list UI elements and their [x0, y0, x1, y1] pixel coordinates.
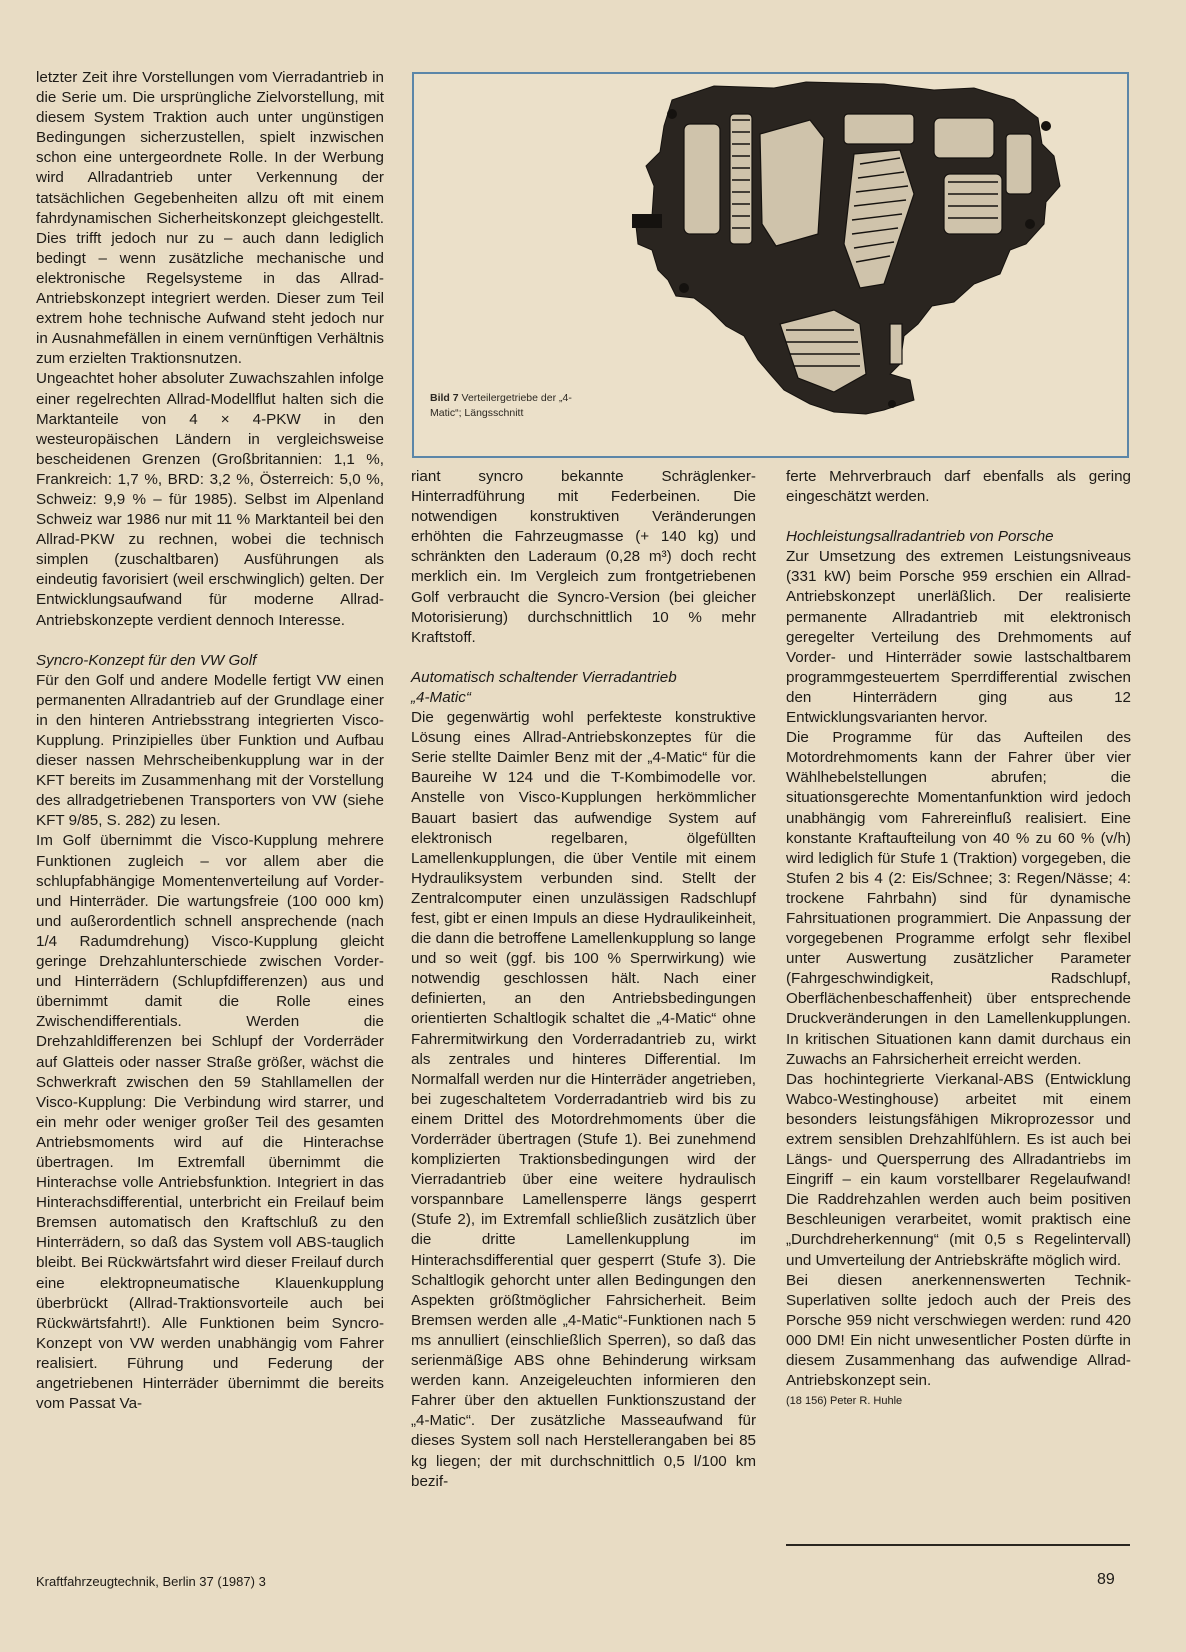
section-heading [411, 668, 756, 708]
text-column-3 [786, 467, 1131, 1411]
paragraph: Für den Golf und andere Modelle fertigt VW einen permanenten Allradantrieb auf der Grundlage einer in den hinteren Antriebsstrang integrierten Visco-Kupplung. Prinzipielles über Funktion und Aufbau dieser nassen Mehrscheibenkupplung war in der KFT bereits im Zusammenhang mit der Vorstellung des allradgetriebenen Transporters von VW (siehe KFT 9/85, S. 282) zu lesen. [36, 671, 384, 830]
paragraph: Bei diesen anerkennenswerten Technik-Superlativen sollte jedoch auch der Preis des Porsche 959 nicht verschwiegen werden: rund 420 000 DM! Ein nicht unwesentlicher Posten dürfte in diesem Zusammenhang das aufwendige Allrad-Antriebskonzept sein. [786, 1271, 1131, 1390]
figure-caption-text: Verteilergetriebe der „4-Matic“; Längsschnitt [430, 392, 572, 419]
paragraph: letzter Zeit ihre Vorstellungen vom Vierradantrieb in die Serie um. Die ursprüngliche Zielvorstellung, mit diesem System Traktion auch unter ungünstigen Bedingungen sicherzustellen, spielt inzwischen schon eine untergeordnete Rolle. In der Werbung wird Allradantrieb unter Verkennung der tatsächlichen Gegebenheiten allzu oft mit einem fahrdynamischen Sicherheitskonzept gleichgestellt. Dies trifft jedoch nur zu – auch dann lediglich bedingt – wenn zusätzliche mechanische und elektronische Regelsysteme in das Allrad-Antriebskonzept integriert werden. Dieser zum Teil extrem hohe technische Aufwand steht jedoch nur in Ausnahmefällen in einem vernünftigen Verhältnis zum erzielten Traktionsnutzen. [36, 69, 384, 368]
author-signature: (18 156) Peter R. Huhle [786, 1395, 903, 1408]
paragraph: Ungeachtet hoher absoluter Zuwachszahlen infolge einer regelrechten Allrad-Modellflut halten sich die Marktanteile von 4 × 4-PKW in den westeuropäischen Ländern in vergleichsweise bescheidenen Grenzen (Großbritannien: 1,1 %, Frankreich: 1,7 %, BRD: 3,2 %, Österreich: 5,0 %, Schweiz: 9,9 % – für 1985). Selbst im Alpenland Schweiz war 1986 nur mit 11 % Marktanteil bei den Allrad-PKW zu rechnen, wobei die technisch simplen (zuschaltbaren) Ausführungen als eindeutig favorisiert (weil erschwinglich) gelten. Der Entwicklungsaufwand für moderne Allrad-Antriebskonzepte verdient dennoch Interesse. [36, 370, 384, 629]
text-column-1 [36, 68, 384, 1414]
paragraph: Zur Umsetzung des extremen Leistungsniveaus (331 kW) beim Porsche 959 erschien ein Allrad-Antriebskonzept unerläßlich. Der realisierte permanente Allradantrieb mit elektronisch geregelter Verteilung des Drehmoments auf Vorder- und Hinterräder sowie lastschaltbarem programmgesteuertem Sperrdifferential zwischen den Hinterrädern ging aus 12 Entwicklungsvarianten hervor. [786, 548, 1131, 727]
paragraph: Die Programme für das Aufteilen des Motordrehmoments kann der Fahrer über vier Wählhebelstellungen abrufen; die situationsgerechte Momentanfunktion wird jedoch unabhängig vom Fahrereinfluß realisiert. Eine konstante Kraftaufteilung von 40 % zu 60 % (v/h) wird lediglich für Stufe 1 (Traktion) vorgegeben, die Stufen 2 bis 4 (2: Eis/Schnee; 3: Regen/Nässe; 4: trockene Fahrbahn) sind für dynamische Fahrsituationen programmiert. Die Anpassung der vorgegebenen Programme erfolgt sehr flexibel unter Auswertung zusätzlicher Parameter (Fahrgeschwindigkeit, Radschlupf, Oberflächenbeschaffenheit) über entsprechende Druckveränderungen in den Lamellenkupplungen. In kritischen Situationen kann damit durchaus ein Zuwachs an Fahrsicherheit erreicht werden. [786, 729, 1131, 1068]
paragraph: ferte Mehrverbrauch darf ebenfalls als gering eingeschätzt werden. [786, 468, 1131, 506]
section-heading-line: Automatisch schaltender Vierradantrieb [411, 668, 677, 686]
end-rule [786, 1544, 1130, 1546]
paragraph: Die gegenwärtig wohl perfekteste konstruktive Lösung eines Allrad-Antriebskonzeptes für die Serie stellte Daimler Benz mit der „4-Matic“ für die Baureihe W 124 und die T-Kombimodelle vor. Anstelle von Visco-Kupplungen herkömmlicher Bauart basiert das aufwendige System auf elektronisch regelbaren, ölgefüllten Lamellenkupplungen, die über Ventile mit einem Hydrauliksystem verbunden sind. Stellt der Zentralcomputer einen unzulässigen Radschlupf fest, gibt er einen Impuls an diese Hydraulikeinheit, die dann die betroffene Lamellenkupplung so lange und so weit (ggf. bis 100 % Sperrwirkung) wie notwendig geschlossen hält. Nach einer definierten, an den Antriebsbedingungen orientierten Schaltlogik schaltet die „4-Matic“ ohne Fahrermitwirkung den Vorderradantrieb zu, wirkt als zentrales und hinteres Differential. Im Normalfall werden nur die Hinterräder angetrieben, bei zugeschaltetem Vorderradantrieb wird bis zu einem Drittel des Motordrehmoments über die Vorderräder übertragen (Stufe 1). Bei zunehmend komplizierten Traktionsbedingungen wird der Vierradantrieb über eine weitere hydraulisch vorspannbare Lamellensperre längs gesperrt (Stufe 2), im Extremfall schließlich zusätzlich über die dritte Lamellenkupplung im Hinterachsdifferential quer gesperrt (Stufe 3). Die Schaltlogik gehorcht unter allen Bedingungen den Aspekten größtmöglicher Fahrsicherheit. Beim Bremsen werden alle „4-Matic“-Funktionen nach 5 ms annulliert (einschließlich Sperren), so daß das serienmäßige ABS ohne Behinderung wirksam werden kann. Anzeigeleuchten informieren den Fahrer über den aktuellen Funktionszustand der „4-Matic“. Der zusätzliche Masseaufwand für dieses System soll nach Herstellerangaben bei 85 kg liegen; der mit durchschnittlich 0,5 l/100 km bezif- [411, 709, 756, 1490]
paragraph: riant syncro bekannte Schräglenker-Hinterradführung mit Federbeinen. Die notwendigen konstruktiven Veränderungen erhöhten die Fahrzeugmasse (+ 140 kg) und schränkten den Laderaum (0,28 m³) doch recht merklich ein. Im Vergleich zum frontgetriebenen Golf verbraucht die Syncro-Version (bei gleicher Motorisierung) durchschnittlich 10 % mehr Kraftstoff. [411, 468, 756, 646]
figure-label: Bild 7 [430, 392, 459, 404]
section-heading: Hochleistungsallradantrieb von Porsche [786, 528, 1054, 546]
figure-frame [412, 72, 1129, 458]
text-column-2 [411, 467, 756, 1492]
paragraph: Im Golf übernimmt die Visco-Kupplung mehrere Funktionen zugleich – vor allem aber die schlupfabhängige Momentenverteilung auf Vorder- und Hinterräder. Die wartungsfreie (100 000 km) und außerordentlich schnell ansprechende (nach 1/4 Radumdrehung) Visco-Kupplung gleicht geringe Drehzahlunterschiede zwischen Vorder- und Hinterrädern (Schlupfdifferenzen) aus und übernimmt damit die Rolle eines Zwischendifferentials. Werden die Drehzahldifferenzen bei Schlupf der Vorderräder auf Glatteis oder nasser Straße größer, wächst die Schwerkraft zwischen den 59 Stahllamellen der Visco-Kupplung: Die Verbindung wird starrer, und ein mehr oder weniger großer Teil des gesamten Antriebsmoments wird auf die Hinterachse übertragen. Im Extremfall übernimmt die Hinterachse volle Antriebsfunktion. Integriert in das Hinterachsdifferential, unterbricht ein Freilauf beim Bremsen automatisch den Kraftschluß zu den Hinterrädern, so daß das System voll ABS-tauglich bleibt. Bei Rückwärtsfahrt wird dieser Freilauf durch eine elektropneumatische Klauenkupplung überbrückt (Allrad-Traktionsvorteile auch bei Rückwärtsfahrt!). Alle Funktionen beim Syncro-Konzept von VW werden unabhängig vom Fahrer realisiert. Führung und Federung der angetriebenen Hinterräder übernimmt die bereits vom Passat Va- [36, 832, 384, 1413]
page-number: 89 [1097, 1571, 1115, 1588]
section-heading: Syncro-Konzept für den VW Golf [36, 651, 257, 669]
section-heading-line: „4-Matic“ [411, 688, 471, 706]
paragraph: Das hochintegrierte Vierkanal-ABS (Entwicklung Wabco-Westinghouse) arbeitet mit einem besonders leistungsfähigen Mikroprozessor und extrem sensiblen Drehzahlfühlern. Es ist auch bei Längs- und Quersperrung des Allradantriebs im Eingriff – ein kaum vorstellbarer Regelaufwand! Die Raddrehzahlen werden auch beim positiven Beschleunigen verarbeitet, womit praktisch eine „Durchdreherkennung“ (mit 0,5 s Regelintervall) und Umverteilung der Antriebskräfte möglich wird. [786, 1070, 1131, 1269]
figure-caption [430, 391, 590, 421]
journal-footer: Kraftfahrzeugtechnik, Berlin 37 (1987) 3 [36, 1574, 266, 1589]
